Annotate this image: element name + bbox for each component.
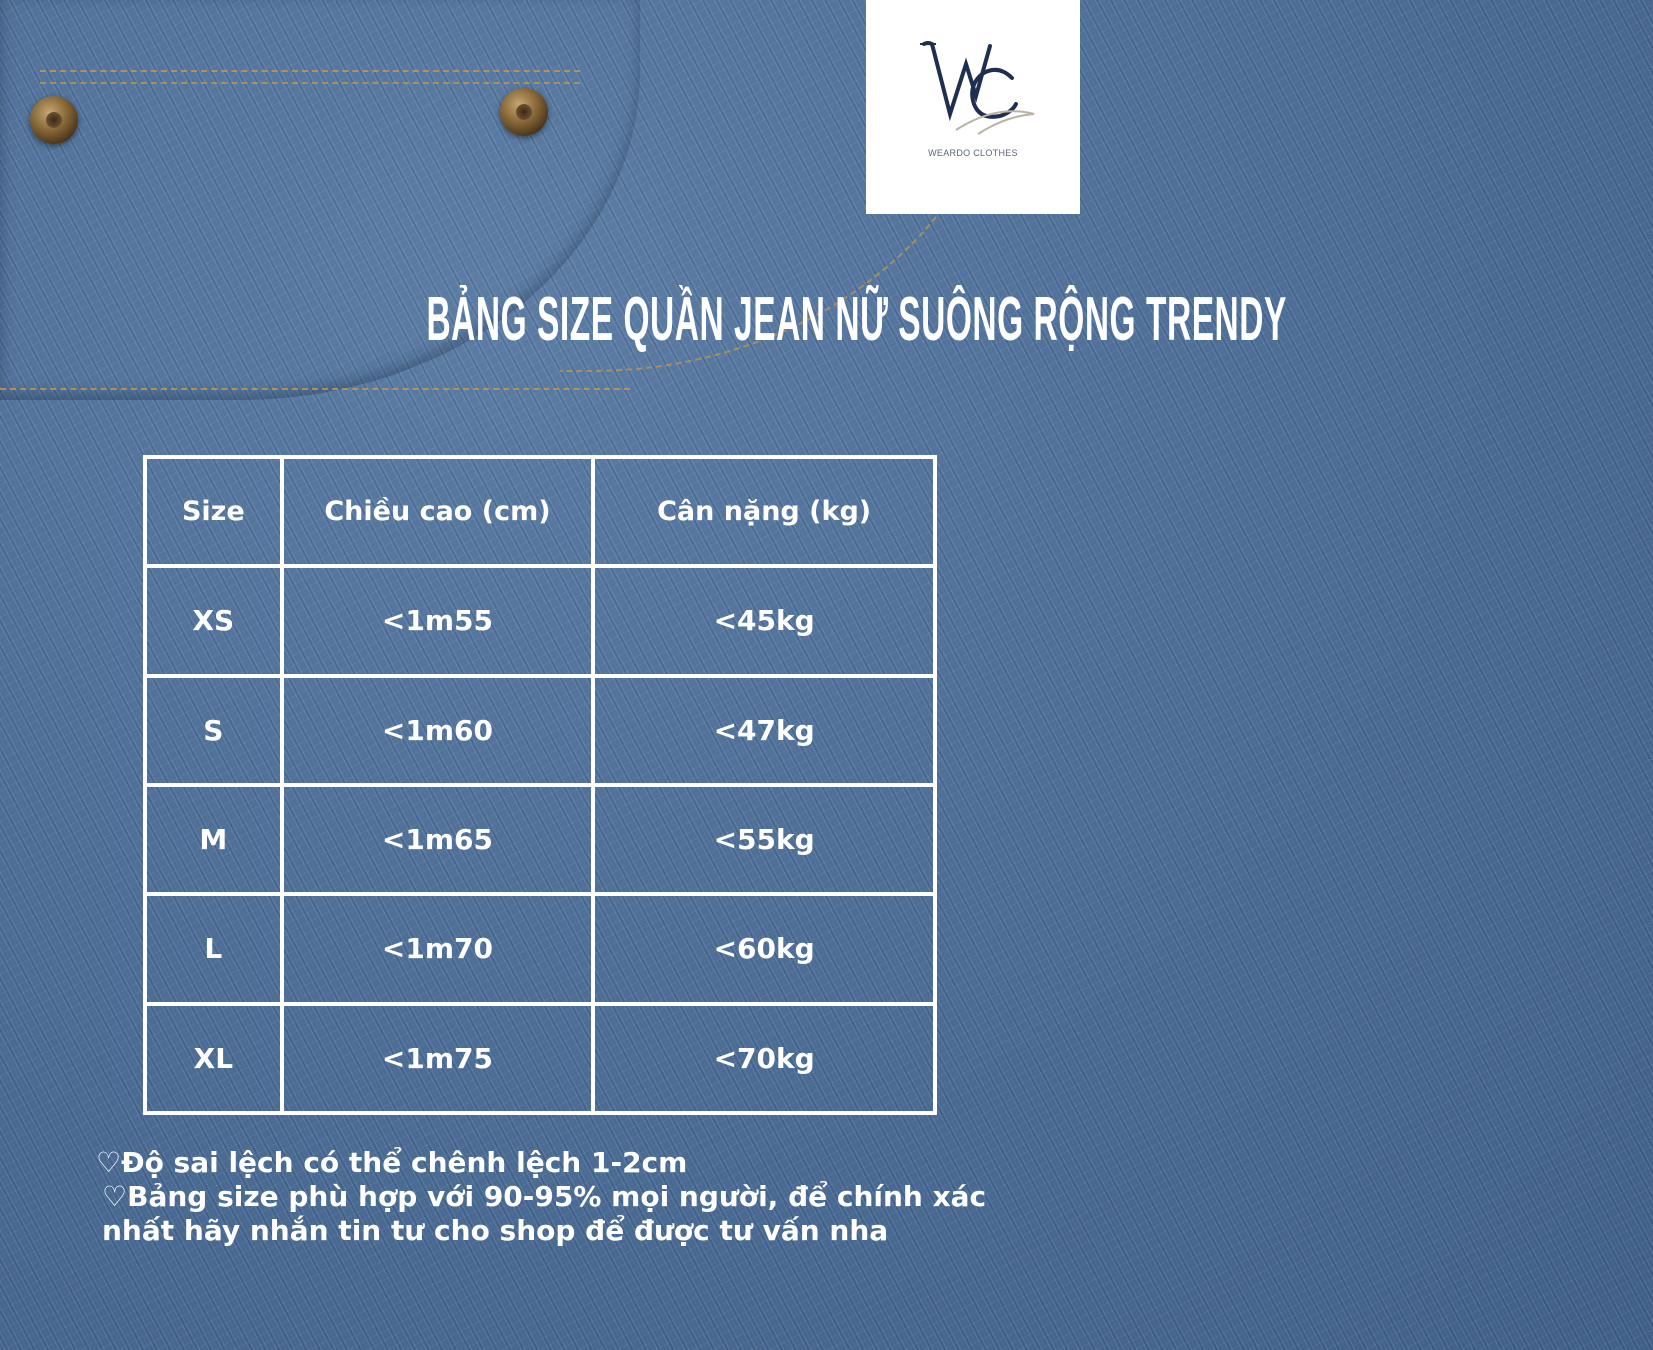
cell-height: <1m70 (282, 894, 594, 1003)
header-weight: Cân nặng (kg) (593, 457, 935, 566)
table-header-row (145, 457, 935, 566)
size-notes (96, 1146, 1036, 1248)
pocket-stitching-inner (40, 82, 580, 84)
size-table (143, 455, 937, 1115)
table-row (145, 785, 935, 894)
header-height: Chiều cao (cm) (282, 457, 594, 566)
cell-weight: <55kg (593, 785, 935, 894)
cell-height: <1m60 (282, 676, 594, 785)
rivet-left (30, 96, 78, 144)
table-row (145, 676, 935, 785)
cell-weight: <70kg (593, 1004, 935, 1113)
heart-icon: ♡ (102, 1180, 128, 1213)
cell-size: S (145, 676, 282, 785)
note-contact-text: Bảng size phù hợp với 90-95% mọi người, để chính xác nhất hãy nhắn tin tư cho shop để được tư vấn nha (102, 1180, 987, 1247)
note-tolerance (96, 1146, 1036, 1180)
cell-height: <1m55 (282, 566, 594, 675)
cell-height: <1m75 (282, 1004, 594, 1113)
pocket-bottom-stitching (0, 388, 630, 390)
logo-caption: WEARDO CLOTHES (928, 148, 1018, 158)
cell-size: XS (145, 566, 282, 675)
cell-size: M (145, 785, 282, 894)
cell-weight: <60kg (593, 894, 935, 1003)
pocket-stitching (40, 70, 580, 72)
table-row (145, 566, 935, 675)
cell-height: <1m65 (282, 785, 594, 894)
wc-monogram-icon (916, 34, 1036, 144)
table-row (145, 894, 935, 1003)
cell-weight: <45kg (593, 566, 935, 675)
cell-size: XL (145, 1004, 282, 1113)
table-row (145, 1004, 935, 1113)
cell-weight: <47kg (593, 676, 935, 785)
cell-size: L (145, 894, 282, 1003)
rivet-right (500, 88, 548, 136)
page-title-text: BẢNG SIZE QUẦN JEAN NỮ SUÔNG RỘNG TRENDY (426, 285, 1287, 354)
brand-logo (866, 0, 1080, 214)
note-contact (96, 1180, 1036, 1248)
heart-icon: ♡ (96, 1146, 122, 1179)
note-tolerance-text: Độ sai lệch có thể chênh lệch 1-2cm (121, 1146, 688, 1179)
page-title (60, 280, 1287, 360)
header-size: Size (145, 457, 282, 566)
